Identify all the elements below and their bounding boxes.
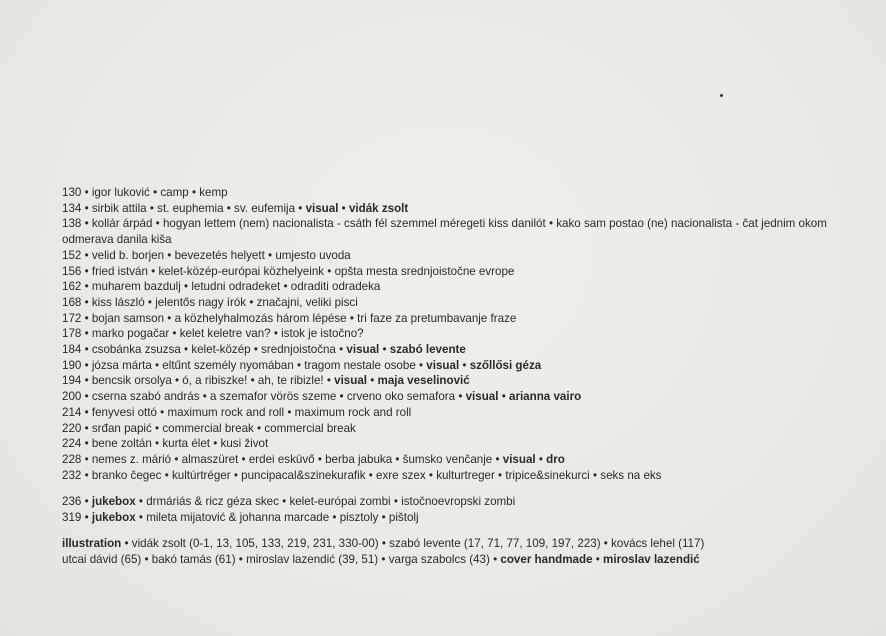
bullet-separator: • <box>199 390 211 404</box>
entry-part: drmáriás & ricz géza skec <box>146 495 279 509</box>
entry-part: szabó levente <box>389 343 466 357</box>
bullet-separator: • <box>323 374 335 388</box>
bullet-separator: • <box>81 201 92 215</box>
bullet-separator: • <box>324 264 335 278</box>
entry-part: istok je istočno? <box>281 327 364 341</box>
bullet-separator: • <box>135 511 147 525</box>
entry-part: ó, a ribiszke! <box>182 374 248 388</box>
bullet-separator: • <box>135 495 147 509</box>
entry-part: kelet-európai zombi <box>289 495 391 509</box>
bullet-separator: • <box>156 405 168 419</box>
entry-part: szőllősi géza <box>469 358 542 372</box>
page-number: 228 <box>62 452 82 466</box>
entry-part: kiss lászló <box>91 295 145 309</box>
bullet-separator: • <box>492 452 503 466</box>
toc-entry <box>62 494 852 510</box>
entry-part: dro <box>546 452 565 466</box>
toc-entry <box>62 264 852 280</box>
bullet-separator: • <box>338 201 349 215</box>
entry-part: opšta mesta srednjoistočne evrope <box>334 264 515 278</box>
entry-part: bojan samson <box>91 311 165 325</box>
entry-part: kusi život <box>220 437 269 451</box>
page-number: 214 <box>62 405 82 419</box>
toc-entry <box>62 358 852 374</box>
bullet-separator: • <box>146 201 158 215</box>
toc-entry <box>62 185 852 201</box>
page-number: 194 <box>62 374 82 388</box>
toc-entry <box>62 510 852 526</box>
bullet-separator: • <box>161 468 172 482</box>
illustration-line-1 <box>62 536 852 552</box>
toc-entry <box>62 389 852 405</box>
entry-part: st. euphemia <box>157 201 224 215</box>
bullet-separator: • <box>378 511 389 525</box>
entry-part: almaszüret <box>181 452 239 466</box>
bullet-separator: • <box>81 343 92 357</box>
bullet-separator: • <box>81 374 92 388</box>
bullet-separator: • <box>280 280 291 294</box>
entry-part: ah, te ribizle! <box>257 374 324 388</box>
bullet-separator: • <box>425 468 437 482</box>
entry-part: fenyvesi ottó <box>91 405 157 419</box>
entry-part: mileta mijatović & johanna marcade <box>146 511 330 525</box>
bullet-separator: • <box>81 280 92 294</box>
entry-part: kurta élet <box>162 437 211 451</box>
entry-part: visual <box>305 201 339 215</box>
bullet-separator: • <box>171 374 183 388</box>
entry-part: jukebox <box>91 511 136 525</box>
entry-part: pisztoly <box>339 511 379 525</box>
bullet-separator: • <box>81 295 92 309</box>
bullet-separator: • <box>390 495 402 509</box>
page-number: 184 <box>62 343 82 357</box>
page-number: 152 <box>62 248 82 262</box>
bullet-separator: • <box>164 311 175 325</box>
bullet-separator: • <box>367 374 378 388</box>
entry-part: illustration <box>62 537 122 550</box>
entry-part: commercial break <box>264 421 356 435</box>
entry-part: kako sam postao (ne) nacionalista - čat jednim okom odmerava danila kiša <box>62 217 827 247</box>
entry-part: srednjoistočna <box>261 343 336 357</box>
entry-part: branko čegec <box>91 468 162 482</box>
bullet-separator: • <box>81 186 92 199</box>
entry-part: jelentős nagy írók <box>155 295 247 309</box>
bullet-separator: • <box>589 468 601 482</box>
toc-entry <box>62 295 852 311</box>
page-number: 236 <box>62 495 82 509</box>
entry-part: kemp <box>199 186 228 199</box>
page-number: 134 <box>62 201 82 215</box>
bullet-separator: • <box>545 217 557 231</box>
bullet-separator: • <box>171 452 182 466</box>
entry-part: jukebox <box>91 495 136 509</box>
bullet-separator: • <box>169 327 180 341</box>
entry-part: maximum rock and roll <box>167 405 285 419</box>
toc-entry <box>62 468 852 484</box>
entry-part: pištolj <box>388 511 419 525</box>
entry-part: cserna szabó andrás <box>91 390 200 404</box>
bullet-separator: • <box>365 468 377 482</box>
entry-part: kelet-közép <box>191 343 251 357</box>
bullet-separator: • <box>346 311 358 325</box>
bullet-separator: • <box>81 495 92 509</box>
illustration-credits <box>62 536 852 567</box>
bullet-separator: • <box>121 537 132 550</box>
entry-part: puncipacal&szinekurafik <box>241 468 366 482</box>
toc-entry <box>62 326 852 342</box>
page-number: 156 <box>62 264 82 278</box>
toc-entry <box>62 436 852 452</box>
bullet-separator: • <box>180 280 192 294</box>
entry-part: srđan papić <box>91 421 152 435</box>
page-number: 220 <box>62 421 82 435</box>
bullet-separator: • <box>151 421 163 435</box>
entry-part: commercial break <box>162 421 254 435</box>
toc-entry <box>62 216 852 247</box>
entry-part: letudni odradeket <box>191 280 281 294</box>
bullet-separator: • <box>293 358 305 372</box>
bullet-separator: • <box>81 452 92 466</box>
bullet-separator: • <box>329 511 340 525</box>
ink-speck <box>720 94 723 97</box>
entry-part: muharem bazdulj <box>91 280 181 294</box>
entry-part: sv. eufemija <box>234 201 296 215</box>
bullet-separator: • <box>295 201 306 215</box>
bullet-separator: • <box>81 217 92 231</box>
entry-part: visual <box>502 452 536 466</box>
entry-part: šumsko venčanje <box>402 452 493 466</box>
bullet-separator: • <box>336 390 347 404</box>
bullet-separator: • <box>164 248 175 262</box>
entry-part: miroslav lazendić <box>603 552 700 566</box>
bullet-separator: • <box>264 248 276 262</box>
toc-entry <box>62 248 852 264</box>
entry-part: a közhelyhalmozás három lépése <box>174 311 347 325</box>
toc-entry <box>62 311 852 327</box>
entry-part: szabó levente (17, 71, 77, 109, 197, 223) <box>389 537 601 550</box>
bullet-separator: • <box>81 264 92 278</box>
entry-part: velid b. borjen <box>91 248 165 262</box>
page-number: 224 <box>62 437 82 451</box>
bullet-separator: • <box>246 295 257 309</box>
bullet-separator: • <box>151 437 163 451</box>
entry-part: eltűnt személy nyomában <box>162 358 294 372</box>
bullet-separator: • <box>278 495 290 509</box>
entry-part: a szemafor vörös szeme <box>210 390 337 404</box>
entry-part: visual <box>426 358 460 372</box>
entry-part: maximum rock and roll <box>294 405 412 419</box>
entry-part: exre szex <box>376 468 426 482</box>
bullet-separator: • <box>600 537 612 550</box>
entry-part: varga szabolcs (43) <box>388 552 490 566</box>
entry-part: marko pogačar <box>91 327 170 341</box>
bullet-separator: • <box>210 437 221 451</box>
bullet-separator: • <box>81 468 92 482</box>
bullet-separator: • <box>270 327 282 341</box>
entry-part: csobánka zsuzsa <box>91 343 181 357</box>
bullet-separator: • <box>489 552 501 566</box>
entry-part: kollár árpád <box>91 217 153 231</box>
page-number: 232 <box>62 468 82 482</box>
bullet-separator: • <box>535 452 547 466</box>
entry-part: bene zoltán <box>91 437 152 451</box>
entry-part: odraditi odradeka <box>290 280 381 294</box>
page-number: 172 <box>62 311 82 325</box>
entry-part: crveno oko semafora <box>346 390 456 404</box>
entry-part: maja veselinović <box>377 374 470 388</box>
bullet-separator: • <box>415 358 427 372</box>
bullet-separator: • <box>81 327 92 341</box>
toc-entry <box>62 201 852 217</box>
section-gap <box>62 483 852 494</box>
bullet-separator: • <box>81 390 92 404</box>
bullet-separator: • <box>284 405 295 419</box>
entry-part: sirbik attila <box>91 201 147 215</box>
bullet-separator: • <box>188 186 200 199</box>
bullet-separator: • <box>455 390 466 404</box>
bullet-separator: • <box>335 343 347 357</box>
entry-part: visual <box>334 374 368 388</box>
entry-part: igor luković <box>91 186 150 199</box>
bullet-separator: • <box>152 217 163 231</box>
table-of-contents <box>62 185 852 526</box>
entry-part: fried istván <box>91 264 148 278</box>
bullet-separator: • <box>147 264 159 278</box>
entry-part: camp <box>160 186 189 199</box>
contents-list <box>62 185 852 483</box>
bullet-separator: • <box>81 437 92 451</box>
entry-part: kultúrtréger <box>171 468 231 482</box>
entry-part: seks na eks <box>600 468 662 482</box>
bullet-separator: • <box>149 186 161 199</box>
entry-part: vidák zsolt <box>348 201 409 215</box>
bullet-separator: • <box>247 374 258 388</box>
entry-part: istočnoevropski zombi <box>401 495 516 509</box>
bullet-separator: • <box>223 201 235 215</box>
bullet-separator: • <box>81 511 92 525</box>
bullet-separator: • <box>141 552 152 566</box>
illustration-line-2 <box>62 552 852 568</box>
toc-entry <box>62 373 852 389</box>
bullet-separator: • <box>230 468 242 482</box>
bullet-separator: • <box>253 421 265 435</box>
bullet-separator: • <box>81 311 92 325</box>
entry-part: bakó tamás (61) <box>151 552 236 566</box>
entry-part: józsa márta <box>91 358 152 372</box>
entry-part: visual <box>465 390 499 404</box>
toc-entry <box>62 279 852 295</box>
page-number: 200 <box>62 390 82 404</box>
page-number: 130 <box>62 186 82 199</box>
entry-part: kulturtreger <box>436 468 495 482</box>
toc-entry <box>62 452 852 468</box>
entry-part: bencsik orsolya <box>91 374 172 388</box>
bullet-separator: • <box>180 343 192 357</box>
entry-part: značajni, veliki pisci <box>256 295 358 309</box>
page-number: 168 <box>62 295 82 309</box>
entry-part: cover handmade <box>500 552 593 566</box>
bullet-separator: • <box>498 390 509 404</box>
entry-part: umjesto uvoda <box>275 248 351 262</box>
bullet-separator: • <box>250 343 262 357</box>
bullet-separator: • <box>314 452 326 466</box>
bullet-separator: • <box>378 537 390 550</box>
bullet-separator: • <box>144 295 156 309</box>
entry-part: berba jabuka <box>325 452 393 466</box>
entry-part: tragom nestale osobe <box>304 358 416 372</box>
page-number: 138 <box>62 217 82 231</box>
toc-entry <box>62 405 852 421</box>
bullet-separator: • <box>238 452 249 466</box>
entry-part: bevezetés helyett <box>174 248 265 262</box>
page-number: 178 <box>62 327 82 341</box>
bullet-separator: • <box>392 452 403 466</box>
bullet-separator: • <box>379 343 390 357</box>
bullet-separator: • <box>81 405 92 419</box>
page-number: 190 <box>62 358 82 372</box>
entry-part: arianna vairo <box>509 390 582 404</box>
bullet-separator: • <box>235 552 247 566</box>
bullet-separator: • <box>81 421 92 435</box>
entry-part: miroslav lazendić (39, 51) <box>246 552 379 566</box>
entry-part: hogyan lettem (nem) nacionalista - csáth fél szemmel méregeti kiss danilót <box>162 217 546 231</box>
page-number: 319 <box>62 511 82 525</box>
entry-part: tri faze za pretumbavanje fraze <box>357 311 517 325</box>
entry-part: erdei esküvő <box>248 452 315 466</box>
page-number: 162 <box>62 280 82 294</box>
bullet-separator: • <box>592 552 604 566</box>
bullet-separator: • <box>81 248 92 262</box>
entry-part: utcai dávid (65) <box>62 552 142 566</box>
bullet-separator: • <box>494 468 506 482</box>
entry-part: kelet-közép-európai közhelyeink <box>158 264 325 278</box>
entry-part: vidák zsolt (0-1, 13, 105, 133, 219, 231, 330-00) <box>131 537 379 550</box>
bullet-separator: • <box>459 358 470 372</box>
toc-entry <box>62 342 852 358</box>
entry-part: kovács lehel (117) <box>611 537 705 550</box>
toc-entry <box>62 421 852 437</box>
entry-part: visual <box>346 343 380 357</box>
entry-part: kelet keletre van? <box>179 327 271 341</box>
entry-part: tripice&sinekurci <box>505 468 590 482</box>
bullet-separator: • <box>378 552 389 566</box>
jukebox-list <box>62 494 852 525</box>
bullet-separator: • <box>81 358 92 372</box>
bullet-separator: • <box>151 358 163 372</box>
entry-part: nemes z. márió <box>91 452 172 466</box>
